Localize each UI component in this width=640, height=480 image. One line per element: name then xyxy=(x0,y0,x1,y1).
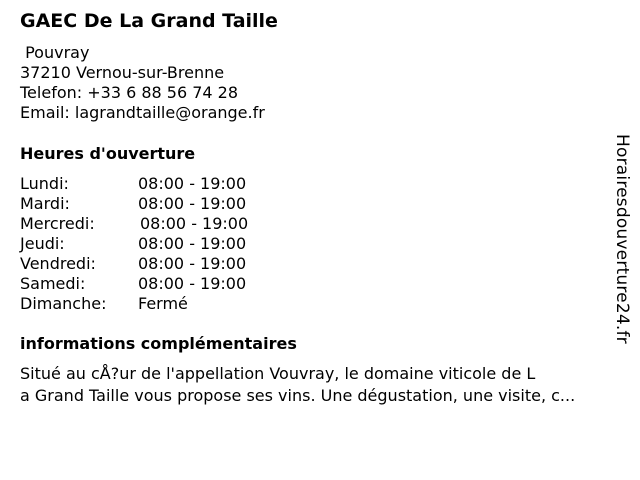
address-city: 37210 Vernou-sur-Brenne xyxy=(20,63,225,82)
info-text xyxy=(20,363,630,407)
time-value: 08:00 - 19:00 xyxy=(138,174,247,193)
hours-row xyxy=(20,294,248,314)
time-value: 08:00 - 19:00 xyxy=(140,214,249,233)
time-value: 08:00 - 19:00 xyxy=(138,274,247,293)
hours-row xyxy=(20,274,248,294)
info-line: a Grand Taille vous propose ses vins. Une dégustation, une visite, c... xyxy=(20,386,576,405)
day-label: Dimanche: xyxy=(20,294,107,313)
hours-row xyxy=(20,194,248,214)
day-label: Vendredi: xyxy=(20,254,96,273)
hours-row xyxy=(20,254,248,274)
hours-row xyxy=(20,174,248,194)
time-value: 08:00 - 19:00 xyxy=(138,234,247,253)
time-value: Fermé xyxy=(138,294,188,313)
phone-text: Telefon: +33 6 88 56 74 28 xyxy=(20,83,239,102)
day-label: Mercredi: xyxy=(20,214,95,233)
time-value: 08:00 - 19:00 xyxy=(138,194,247,213)
info-line: Situé au cÅ?ur de l'appellation Vouvray, le domaine viticole de L xyxy=(20,364,536,383)
site-watermark: Horairesdouverture24.fr xyxy=(612,134,632,344)
info-heading: informations complémentaires xyxy=(20,334,297,353)
contact-block xyxy=(20,43,265,123)
day-label: Mardi: xyxy=(20,194,70,213)
address-street: Pouvray xyxy=(20,43,90,62)
email-text: Email: lagrandtaille@orange.fr xyxy=(20,103,265,122)
business-name: GAEC De La Grand Taille xyxy=(20,10,278,32)
day-label: Samedi: xyxy=(20,274,86,293)
day-label: Jeudi: xyxy=(20,234,65,253)
day-label: Lundi: xyxy=(20,174,69,193)
hours-heading: Heures d'ouverture xyxy=(20,144,196,163)
hours-row xyxy=(20,234,248,254)
time-value: 08:00 - 19:00 xyxy=(138,254,247,273)
hours-table xyxy=(20,174,248,314)
hours-row xyxy=(20,214,248,234)
